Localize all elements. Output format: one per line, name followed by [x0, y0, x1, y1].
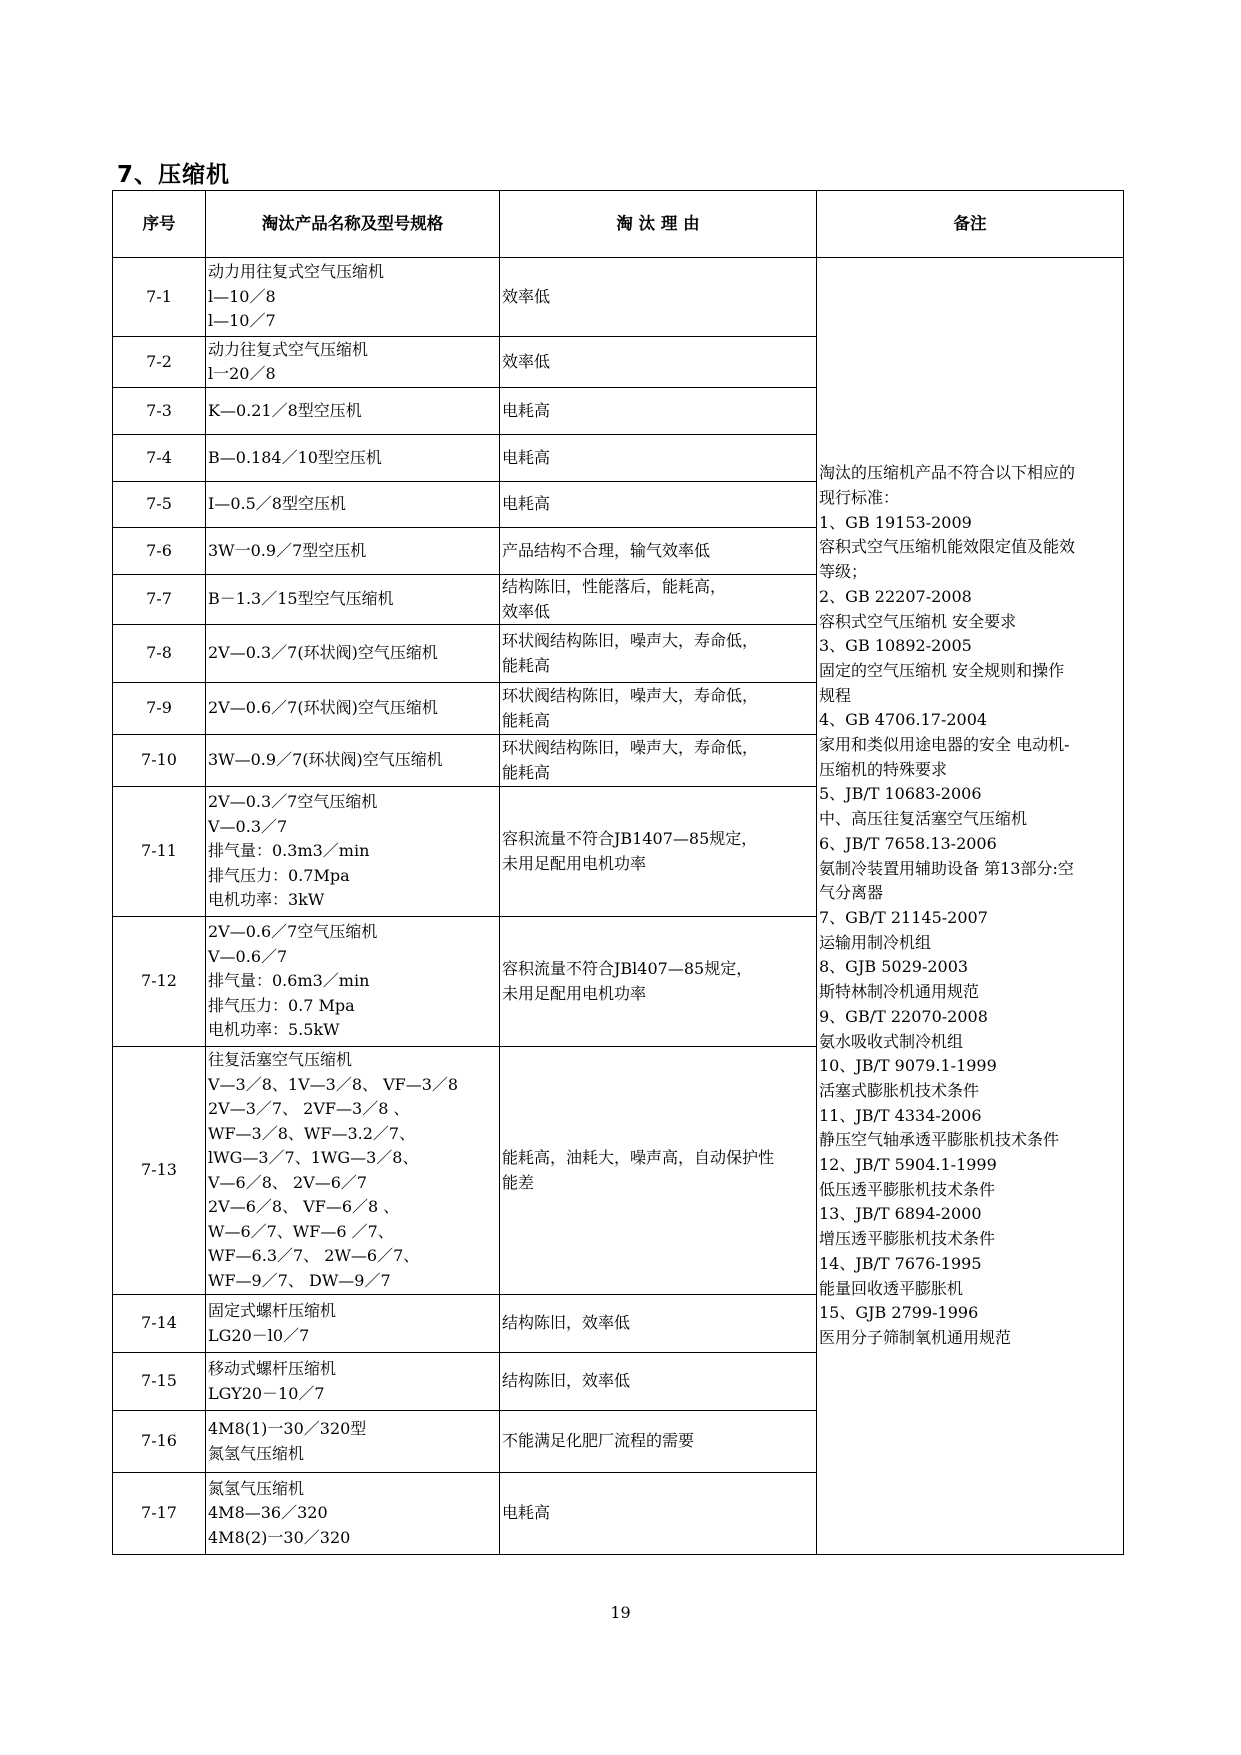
- product-name-line: 4M8—36／320: [208, 1503, 328, 1523]
- table-row: [113, 258, 1124, 337]
- table-body: [113, 258, 1124, 1555]
- product-name-cell: [206, 482, 500, 528]
- product-name-cell: [206, 917, 500, 1047]
- product-name-line: 2V—0.3／7空气压缩机: [208, 792, 378, 812]
- reason-cell: [500, 435, 817, 482]
- remark-line: 10、JB/T 9079.1-1999: [819, 1056, 997, 1076]
- reason-cell: [500, 575, 817, 625]
- product-name-line: WF—6.3／7、 2W—6／7、: [208, 1246, 420, 1265]
- product-name-line: 2V—3／7、 2VF—3／8 、: [208, 1099, 410, 1118]
- remark-line: 5、JB/T 10683-2006: [819, 784, 982, 804]
- reason-cell: [500, 528, 817, 575]
- product-name-cell: [206, 528, 500, 575]
- remark-line: 15、GJB 2799-1996: [819, 1303, 979, 1323]
- reason-cell: [500, 388, 817, 435]
- remark-line: 规程: [819, 685, 852, 705]
- reason-line: 电耗高: [502, 494, 551, 514]
- reason-line: 容积流量不符合JBl407—85规定，: [502, 959, 753, 978]
- remark-line: 现行标准：: [819, 488, 900, 508]
- remark-line: 7、GB/T 21145-2007: [819, 908, 988, 927]
- product-name-cell: [206, 435, 500, 482]
- reason-line: 能耗高: [502, 655, 551, 675]
- product-name-line: I—0.5／8型空压机: [208, 494, 346, 514]
- remark-line: 斯特林制冷机通用规范: [819, 982, 980, 1002]
- remark-line: 容积式空气压缩机 安全要求: [819, 611, 1017, 631]
- reason-line: 结构陈旧，性能落后，能耗高，: [502, 577, 727, 596]
- product-name-line: LGY20－10／7: [208, 1383, 325, 1403]
- header-remark: 备注: [817, 191, 1124, 258]
- table-header-row: [113, 191, 1124, 258]
- product-name-line: B—0.184／10型空压机: [208, 447, 382, 467]
- product-name-cell: [206, 575, 500, 625]
- product-name-line: 2V—0.6／7(环状阀)空气压缩机: [208, 698, 438, 718]
- product-name-line: 氮氢气压缩机: [208, 1478, 305, 1498]
- row-number: 7-14: [113, 1295, 206, 1353]
- remark-line: 1、GB 19153-2009: [819, 512, 972, 532]
- remark-line: 增压透平膨胀机技术条件: [819, 1229, 996, 1249]
- product-name-line: B－1.3／15型空气压缩机: [208, 589, 394, 609]
- remark-line: 运输用制冷机组: [819, 932, 932, 952]
- product-name-line: l一20／8: [208, 364, 276, 383]
- product-name-line: l—10／7: [208, 311, 276, 331]
- row-number: 7-15: [113, 1353, 206, 1411]
- row-number: 7-2: [113, 337, 206, 388]
- reason-line: 效率低: [502, 601, 551, 621]
- product-name-line: 电机功率：5.5kW: [208, 1020, 340, 1040]
- reason-line: 效率低: [502, 351, 551, 371]
- product-name-cell: [206, 1295, 500, 1353]
- product-name-cell: [206, 1473, 500, 1555]
- product-name-cell: [206, 787, 500, 917]
- row-number: 7-7: [113, 575, 206, 625]
- product-name-line: 2V—0.3／7(环状阀)空气压缩机: [208, 643, 438, 663]
- phase-out-table: [112, 190, 1124, 1555]
- product-name-line: 2V—0.6／7空气压缩机: [208, 922, 378, 942]
- row-number: 7-6: [113, 528, 206, 575]
- product-name-cell: [206, 1353, 500, 1411]
- product-name-line: 动力用往复式空气压缩机: [208, 262, 385, 282]
- remark-line: 压缩机的特殊要求: [819, 759, 948, 779]
- product-name-line: WF—9／7、 DW—9／7: [208, 1270, 391, 1290]
- product-name-line: V—0.6／7: [208, 946, 288, 966]
- product-name-line: 排气量：0.3m3／min: [208, 841, 370, 861]
- product-name-line: 往复活塞空气压缩机: [208, 1050, 353, 1069]
- product-name-cell: [206, 337, 500, 388]
- product-name-line: 3W一0.9／7型空压机: [208, 540, 367, 560]
- remark-line: 8、GJB 5029-2003: [819, 957, 969, 977]
- product-name-line: W—6／7、WF—6 ／7、: [208, 1221, 394, 1241]
- product-name-cell: [206, 1411, 500, 1473]
- row-number: 7-10: [113, 735, 206, 787]
- product-name-cell: [206, 1047, 500, 1295]
- reason-cell: [500, 1047, 817, 1295]
- product-name-line: 动力往复式空气压缩机: [208, 339, 369, 359]
- row-number: 7-12: [113, 917, 206, 1047]
- page-number: 19: [610, 1603, 631, 1622]
- reason-line: 电耗高: [502, 447, 551, 467]
- product-name-cell: [206, 625, 500, 683]
- product-name-line: V—6／8、 2V—6／7: [208, 1172, 368, 1192]
- header-no: 序号: [113, 191, 206, 258]
- remark-line: 9、GB/T 22070-2008: [819, 1006, 988, 1026]
- remark-line: 3、GB 10892-2005: [819, 636, 972, 656]
- header-reason: 淘 汰 理 由: [500, 191, 817, 258]
- product-name-line: 氮氢气压缩机: [208, 1443, 305, 1463]
- reason-line: 未用足配用电机功率: [502, 983, 647, 1003]
- product-name-line: WF—3／8、WF—3.2／7、: [208, 1123, 416, 1143]
- reason-line: 环状阀结构陈旧，噪声大，寿命低，: [502, 631, 759, 650]
- remark-line: 6、JB/T 7658.13-2006: [819, 833, 997, 853]
- remark-line: 医用分子筛制氧机通用规范: [819, 1327, 1012, 1347]
- product-name-line: lWG—3／7、1WG—3／8、: [208, 1148, 419, 1167]
- product-name-line: l—10／8: [208, 286, 276, 306]
- reason-cell: [500, 1295, 817, 1353]
- remark-line: 淘汰的压缩机产品不符合以下相应的: [819, 463, 1076, 483]
- reason-cell: [500, 1473, 817, 1555]
- remark-line: 13、JB/T 6894-2000: [819, 1204, 982, 1224]
- remark-line: 家用和类似用途电器的安全 电动机-: [819, 735, 1070, 755]
- row-number: 7-17: [113, 1473, 206, 1555]
- reason-line: 不能满足化肥厂流程的需要: [502, 1431, 695, 1451]
- product-name-line: 电机功率：3kW: [208, 890, 325, 910]
- product-name-line: V—0.3／7: [208, 816, 288, 836]
- reason-line: 电耗高: [502, 1503, 551, 1523]
- product-name-line: K—0.21／8型空压机: [208, 400, 362, 420]
- product-name-line: LG20－l0／7: [208, 1325, 310, 1345]
- reason-line: 效率低: [502, 286, 551, 306]
- product-name-line: 4M8(1)一30／320型: [208, 1419, 367, 1438]
- remark-line: 等级；: [819, 562, 868, 582]
- reason-line: 能耗高: [502, 710, 551, 730]
- reason-line: 环状阀结构陈旧，噪声大，寿命低，: [502, 738, 759, 757]
- remark-line: 中、高压往复活塞空气压缩机: [819, 809, 1028, 829]
- remark-line: 活塞式膨胀机技术条件: [819, 1080, 980, 1100]
- remark-line: 容积式空气压缩机能效限定值及能效: [819, 537, 1076, 557]
- reason-cell: [500, 482, 817, 528]
- row-number: 7-1: [113, 258, 206, 337]
- reason-cell: [500, 735, 817, 787]
- remark-line: 12、JB/T 5904.1-1999: [819, 1155, 997, 1175]
- reason-cell: [500, 625, 817, 683]
- reason-line: 能耗高: [502, 762, 551, 782]
- reason-line: 结构陈旧，效率低: [502, 1313, 631, 1333]
- reason-cell: [500, 258, 817, 337]
- product-name-line: 2V—6／8、 VF—6／8 、: [208, 1197, 400, 1216]
- reason-cell: [500, 917, 817, 1047]
- reason-line: 环状阀结构陈旧，噪声大，寿命低，: [502, 686, 759, 705]
- reason-line: 结构陈旧，效率低: [502, 1371, 631, 1391]
- row-number: 7-4: [113, 435, 206, 482]
- remark-line: 固定的空气压缩机 安全规则和操作: [819, 660, 1065, 680]
- reason-cell: [500, 337, 817, 388]
- row-number: 7-5: [113, 482, 206, 528]
- reason-line: 容积流量不符合JB1407—85规定，: [502, 829, 758, 848]
- row-number: 7-11: [113, 787, 206, 917]
- remark-line: 低压透平膨胀机技术条件: [819, 1179, 996, 1199]
- product-name-line: 排气量：0.6m3／min: [208, 971, 370, 991]
- product-name-line: 排气压力：0.7Mpa: [208, 865, 350, 885]
- remark-line: 11、JB/T 4334-2006: [819, 1105, 982, 1125]
- reason-line: 能耗高，油耗大，噪声高，自动保护性: [502, 1148, 775, 1167]
- product-name-cell: [206, 735, 500, 787]
- row-number: 7-3: [113, 388, 206, 435]
- product-name-cell: [206, 388, 500, 435]
- product-name-cell: [206, 683, 500, 735]
- product-name-line: 3W—0.9／7(环状阀)空气压缩机: [208, 750, 443, 770]
- remark-line: 4、GB 4706.17-2004: [819, 710, 988, 730]
- remark-line: 静压空气轴承透平膨胀机技术条件: [819, 1130, 1060, 1150]
- remark-cell: [817, 258, 1124, 1555]
- row-number: 7-13: [113, 1047, 206, 1295]
- reason-cell: [500, 1411, 817, 1473]
- product-name-line: V—3／8、1V—3／8、 VF—3／8: [208, 1074, 459, 1094]
- row-number: 7-9: [113, 683, 206, 735]
- product-name-line: 移动式螺杆压缩机: [208, 1359, 337, 1378]
- remark-line: 14、JB/T 7676-1995: [819, 1253, 982, 1273]
- remark-line: 氨水吸收式制冷机组: [819, 1031, 964, 1051]
- reason-cell: [500, 787, 817, 917]
- row-number: 7-16: [113, 1411, 206, 1473]
- remark-line: 气分离器: [819, 883, 884, 903]
- product-name-cell: [206, 258, 500, 337]
- remark-line: 氨制冷装置用辅助设备 第13部分:空: [819, 858, 1074, 878]
- product-name-line: 4M8(2)一30／320: [208, 1527, 351, 1547]
- product-name-line: 固定式螺杆压缩机: [208, 1301, 337, 1320]
- reason-cell: [500, 683, 817, 735]
- section-title: 7、压缩机: [117, 162, 231, 188]
- product-name-line: 排气压力：0.7 Mpa: [208, 995, 355, 1015]
- reason-cell: [500, 1353, 817, 1411]
- row-number: 7-8: [113, 625, 206, 683]
- reason-line: 产品结构不合理，输气效率低: [502, 540, 711, 560]
- reason-line: 能差: [502, 1172, 535, 1192]
- reason-line: 未用足配用电机功率: [502, 853, 647, 873]
- header-name: 淘汰产品名称及型号规格: [206, 191, 500, 258]
- remark-line: 能量回收透平膨胀机: [819, 1278, 964, 1298]
- remark-line: 2、GB 22207-2008: [819, 586, 972, 606]
- reason-line: 电耗高: [502, 400, 551, 420]
